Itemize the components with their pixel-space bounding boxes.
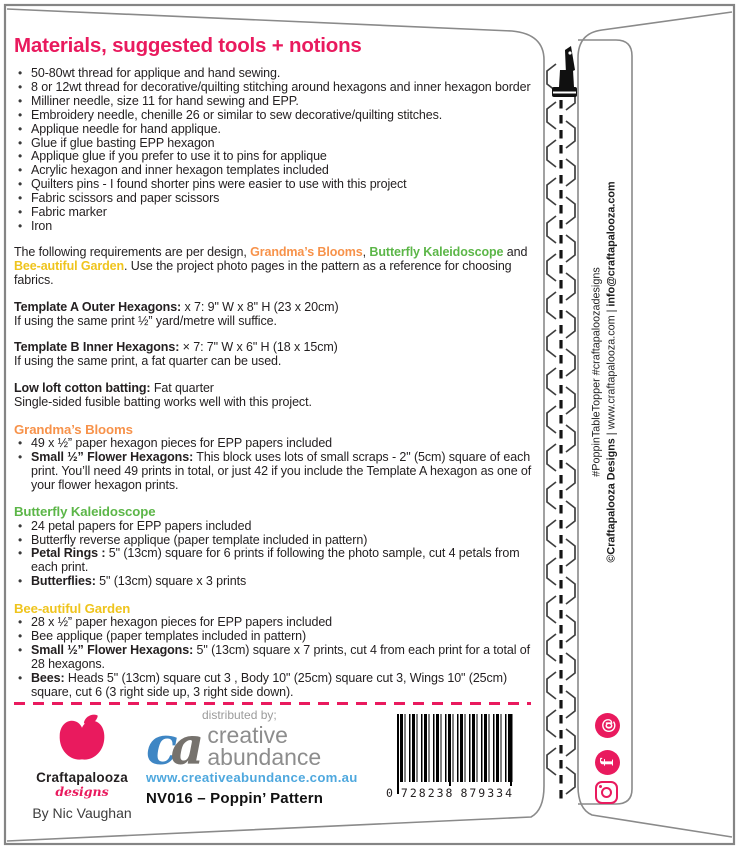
creative-abundance-monogram [146, 716, 198, 777]
design-sections [14, 423, 538, 700]
list-item: • 8 or 12wt thread for decorative/quilting stitching around hexagons and inner hexagon border [14, 81, 538, 95]
apple-logo-icon [53, 712, 111, 764]
section-heading: Grandma’s Blooms [14, 421, 133, 437]
text-segment: Template B Inner Hexagons: [14, 340, 180, 355]
brand-designs-script: designs [55, 784, 109, 799]
text-line: If using the same print, a fat quarter can be used. [14, 354, 282, 369]
instagram-icon [595, 781, 618, 804]
barcode-guard [397, 714, 399, 794]
text-segment: | www.craftapalooza.com | [605, 306, 617, 439]
list-item: • Glue if glue basting EPP hexagon [14, 137, 538, 151]
facebook-icon [595, 750, 620, 775]
text-line [14, 301, 538, 315]
barcode-digits-mid: 728238 [400, 786, 455, 800]
monogram-a: a [170, 716, 198, 777]
text-segment: x 7: 9" W x 8" H (23 x 20cm) [181, 299, 339, 314]
list-item [14, 575, 538, 589]
dashed-divider [14, 702, 531, 705]
barcode-digits [385, 786, 515, 800]
barcode-digit-left: 0 [386, 786, 395, 800]
list-item [14, 547, 538, 575]
text-line: Single-sided fusible batting works well with this project. [14, 395, 312, 410]
list-item [14, 451, 538, 493]
list-item: • Embroidery needle, chenille 26 or similar to sew decorative/quilting stitches. [14, 109, 538, 123]
list-item: • 24 petal papers for EPP papers included [14, 520, 538, 534]
zipper-teeth-right [566, 83, 575, 794]
section-bullet-list [14, 437, 538, 493]
text-segment: Heads 5" (13cm) square cut 3 , Body 10" (25cm) square cut 3, Wings 10" (25cm) square, cut 6 (3 right side up, 3 right side down). [31, 670, 508, 699]
text-segment: Petal Rings : [31, 546, 106, 561]
text-segment: Low loft cotton batting: [14, 381, 151, 396]
text-segment: Small ½” Flower Hexagons: [31, 449, 194, 464]
facebook-glyph: f [597, 758, 618, 767]
list-item: • Butterfly reverse applique (paper template included in pattern) [14, 534, 538, 548]
text-segment: Template A Outer Hexagons: [14, 299, 182, 314]
list-item [14, 644, 538, 672]
list-item: • Fabric marker [14, 206, 538, 220]
list-item: • Quilters pins - I found shorter pins were easier to use with this project [14, 178, 538, 192]
template-b-requirements [14, 341, 538, 369]
text-segment: info@craftapalooza.com [605, 181, 617, 307]
zipper-teeth-left [547, 64, 556, 775]
distributor-name [207, 722, 322, 770]
text-segment: . Use the project photo pages in the pattern as a reference for choosing fabrics. [14, 258, 512, 287]
text-line [14, 341, 538, 355]
text-segment: Butterflies: [31, 574, 96, 589]
barcode-guard [449, 714, 451, 794]
template-a-requirements [14, 301, 538, 329]
page-title: Materials, suggested tools + notions [14, 34, 362, 57]
barcode [385, 714, 515, 802]
list-item: • Applique needle for hand applique. [14, 123, 538, 137]
intro-paragraph [14, 246, 538, 288]
text-segment: ©Craftapalooza Designs [605, 438, 617, 563]
section-bullet-list [14, 520, 538, 590]
distributor-website: www.creativeabundance.com.au [146, 770, 358, 785]
section-bullet-list [14, 616, 538, 699]
batting-requirements [14, 382, 538, 410]
list-item: • 49 x ½” paper hexagon pieces for EPP papers included [14, 437, 538, 451]
materials-list [14, 67, 538, 234]
section-heading: Butterfly Kaleidoscope [14, 504, 156, 520]
text-segment: Bees: [31, 670, 65, 685]
brand-block [18, 712, 146, 821]
text-segment: , [362, 244, 370, 259]
hashtags-line: #PoppinTableTopper #craftapaloozadesigns [590, 267, 603, 477]
barcode-bars [397, 714, 513, 782]
text-segment: The following requirements are per design, [14, 244, 251, 259]
distributor-block [146, 709, 394, 807]
barcode-guard [510, 714, 512, 794]
instagram-dot [599, 785, 602, 788]
instagram-lens [601, 787, 612, 798]
text-segment: × 7: 7" W x 6" H (18 x 15cm) [179, 340, 338, 355]
distributor-name-line2: abundance [207, 743, 322, 770]
copyright-line [604, 181, 619, 562]
at-icon [595, 713, 620, 738]
text-segment: and [503, 244, 528, 259]
at-glyph: @ [598, 718, 617, 733]
list-item: • Acrylic hexagon and inner hexagon templates included [14, 164, 538, 178]
list-item: • Fabric scissors and paper scissors [14, 192, 538, 206]
zipper-pull-icon [552, 46, 577, 97]
list-item: • Applique glue if you prefer to use it to pins for applique [14, 150, 538, 164]
author-byline: By Nic Vaughan [32, 805, 132, 821]
pattern-sku: NV016 – Poppin’ Pattern [146, 790, 324, 807]
barcode-digits-right: 879334 [460, 786, 514, 800]
list-item: • 28 x ½” paper hexagon pieces for EPP papers included [14, 616, 538, 630]
text-segment: Fat quarter [150, 381, 214, 396]
text-segment: Butterfly Kaleidoscope [369, 244, 504, 259]
distributor-name-line1: creative [207, 722, 288, 748]
side-vertical-text [590, 181, 619, 562]
list-item [14, 672, 538, 700]
list-item: • Bee applique (paper templates included in pattern) [14, 630, 538, 644]
text-segment: This block uses lots of small scraps - 2" (5cm) square of each print. You’ll need 49 prints in total, or just 42 if you include the Template A hexagon as one of your flower hexagon prints. [31, 449, 532, 492]
distributed-by-label: distributed by; [202, 708, 277, 722]
text-line: If using the same print ½” yard/metre will suffice. [14, 313, 277, 328]
main-content [14, 34, 538, 700]
text-segment: Bee-autiful Garden [14, 258, 125, 273]
brand-name: Craftapalooza [36, 770, 128, 785]
text-segment: 5" (13cm) square x 7 prints, cut 4 from each print for a total of 28 hexagons. [31, 643, 531, 671]
text-line [14, 382, 538, 396]
list-item: • Milliner needle, size 11 for hand sewing and EPP. [14, 95, 538, 109]
text-segment: 5" (13cm) square for 6 prints if following the photo sample, cut 4 petals from each print. [31, 546, 520, 575]
text-segment: Small ½” Flower Hexagons: [31, 643, 194, 657]
text-segment: 5" (13cm) square x 3 prints [95, 574, 247, 589]
list-item: • Iron [14, 220, 538, 234]
section-heading: Bee-autiful Garden [14, 600, 131, 616]
text-segment: Grandma’s Blooms [250, 244, 363, 259]
monogram-c: c [146, 716, 171, 777]
list-item: • 50-80wt thread for applique and hand sewing. [14, 67, 538, 81]
